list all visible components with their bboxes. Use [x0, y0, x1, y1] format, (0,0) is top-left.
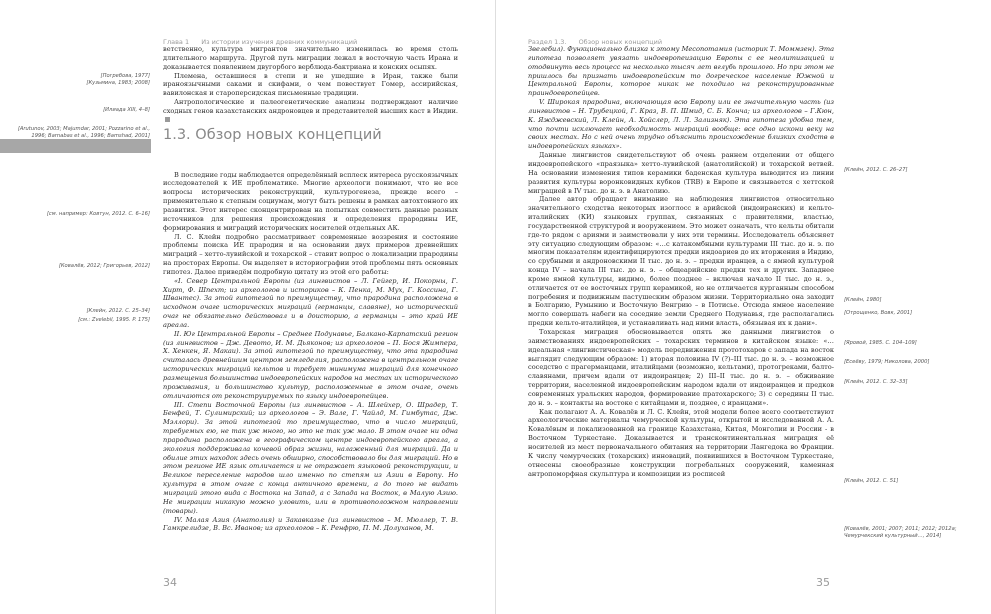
margin-note: [Arutunov, 2003; Majumdar, 2001; Pozzarino et al., 1996; Barnabas et al., 1996; Bamshad, 2001] — [17, 126, 150, 139]
left-body-text — [163, 45, 458, 533]
quote-paragraph: Звелебил). Функционально близка к этому Месопотамия (историк Т. Моммзен). Эта гипотеза позволяет увязать индоевропеизацию Европы с ее неолитизацией и отодвинуть весь процесс на несколько тысяч лет вглубь прошлого. Но при этом не пришлось бы признать индоевропейским то догреческое население Южной и Центральной Европы, которое никак не походило на реконструированные праиндоевропейцев. — [528, 45, 834, 98]
paragraph: Тохарская миграция обосновывается опять же данными лингвистов о заимствованиях индоевропейских – тохарских терминов в китайском языке: «…идеальная «лингвистическая» модель передвижения прототохаров с запада на восток выглядит следующим образом: 1) вторая половина IV (?)–III тыс. до н. э. – возможное соседство с прагерманцами, италийцами (возможно, кельтами), протогреками, балто-славянами, причем вдали от индоиранцев; 2) III–II тыс. до н. э. – обживание территории, населенной индоевропейским народом вдали от индоиранцев и предков современных уральских народов, формирование пратохарского; 3) с середины II тыс. до н. э. – контакты на востоке с китайцами и, позднее, с иранцами». — [528, 328, 834, 407]
paragraph — [163, 98, 458, 125]
chapter-label: Глава 1 — [163, 38, 190, 46]
section-label: Раздел 1.3. — [528, 38, 567, 46]
section-heading-block — [163, 126, 458, 165]
paragraph: Далее автор обращает внимание на наблюдения лингвистов относительно значительного сходства некоторых изоглосс в арийской (индоиранских) и кельто-италийских (КИ) языковых группах, связанных с правителями, властью, государственной структурой и вооружением. Это может означать, что кельты обитали где-то рядом с ариями и заимствовали у них эти термины. Исследователь объясняет эту ситуацию следующим образом: «…с катакомбными культурами III тыс. до н. э. по многим показателям идентифицируются предки индоариев до их вторжения в Индию, со срубными и андроновскими II тыс. до н. э. – предки иранцев, а с ямной культурой конца IV – начала III тыс. до н. э. – общеарийские предки тех и других. Западнее кроме ямной культуры, видимо, более позднее – включая начало II тыс. до н. э., отличается от ее восточных групп керамикой, но не отличается курганным способом погребения и подвижным пастушеским образом жизни. Территориально она заходит в Болгарию, Румынию и Восточную Венгрию – в Потисье. Отсюда ямное население могло совершать набеги на соседние земли Среднего Подунавья, где располагались предки кельто-италийцев, и устанавливать над ними власть, обязывая их к дани». — [528, 195, 834, 328]
margin-note: [Яровой, 1985. С. 104–109] — [844, 340, 917, 346]
quote-paragraph: III. Степи Восточной Европы (из лингвистов – А. Шлейхер, О. Шрадер, Т. Бенфей, Т. Сулимирский; из археологов – Э. Вале, Г. Чайлд, М. Гимбутас, Дж. Мэллори). За этой гипотезой то преимущество, что в число миграций, требуемых ею, не так уж много, но это не так уж мало. В этом очаге ни одна прародина расположена в географическом центре индоевропейского ареала, а экология поддерживала кочевой образ жизни, налаженный для миграций. Да и обилие этих находок здесь очень обширно, способствовало бы для миграций. Но в этом регионе ИЕ язык отличается и не отражает языковой реконструкции, и Великое переселение народов шло именно по степям из Азии в Европу. Но культура в этом очаге с конца античного времени, а до того не видать миграций этого вида с Востока на Запад, а с Запада на Восток, в Малую Азию. Не миграции никакую можно уловить, или в противоположном направлении (товары). — [163, 400, 458, 515]
page-number-left: 34 — [163, 576, 177, 589]
margin-note: [Илиада XIII, 4–8] — [103, 107, 150, 113]
margin-note: [см. например: Ковтун, 2012. С. 6–16] — [46, 211, 150, 217]
margin-note: [см.: Zvelebil, 1995. P. 175] — [78, 317, 150, 323]
section-heading-bar — [0, 139, 151, 153]
margin-note: [Клейн, 2012. С. 25–34] — [86, 308, 150, 314]
margin-note: [Отрощенко, Вовк, 2001] — [844, 310, 913, 316]
quote-paragraph: IV. Малая Азия (Анатолия) и Закавказье (из лингвистов – М. Мюллер, Т. В. Гамкрелидзе, В. Вс. Иванов; из археологов – К. Ренфрю, П. М. Долуханов, М. — [163, 515, 458, 533]
margin-note: [Клейн, 2012. С. 32–33] — [844, 379, 908, 385]
paragraph: Данные лингвистов свидетельствуют об очень раннем отделении от общего индоевропейского «праязыка» хетто-лувийской (анатолийской) и тохарской ветвей. На основании изменения типов керамики баденская культура выводится из линии развития культуры воронковидных кубков (TRB) в Европе и связывается с хеттской миграцией в IV тыс. до н. э. в Анатолию. — [528, 151, 834, 195]
right-page — [496, 0, 991, 614]
paragraph: Л. С. Клейн подробно рассматривает современные воззрения и состояние проблемы поиска ИЕ прародин и на основании двух примеров древнейших миграций – хетто-лувийской и тохарской – ставит вопрос о локализации прародины на просторах Европы. Он выделяет в историографии этой проблемы пять основных гипотез. Далее приведём подробную цитату из этой его работы: — [163, 232, 458, 276]
quote-paragraph: II. Юг Центральной Европы – Среднее Подунавье, Балкано-Карпатский регион (из лингвистов – Дж. Девото, И. М. Дьяконов; из археологов – П. Бося Жимпера, Х. Хенкен, Я. Макаи). За этой гипотезой по преимуществу, что эта прародина считалась древнейшим центром земледелия, расположена в центральном очаге исторических миграций кельтов и требует минимума миграций для конечного размещения большинства индоевропейских народов на местах их исторического проживания, и большинство культур, расположенные в этом очаге, очень отличаются от реконструируемых по языку индоевропейцев. — [163, 329, 458, 400]
margin-note: [Кузьмина, 1983; 2008] — [86, 80, 150, 86]
paragraph: Как полагают А. А. Ковалёв и Л. С. Клейн, этой модели более всего соответствуют археологические материалы чемурческой культуры, открытой и исследованной А. А. Ковалёвым и локализованной на границе Казахстана, Китая, Монголии и России - в Восточном Туркестане. Доказывается и трансконтинентальная миграция её носителей из мест первоначального обитания на территории Лангедока во Франции. К числу чемурческих (тохарских) инноваций, появившихся в Восточном Туркестане, отнесены своеобразные конструкции погребальных сооружений, каменная антропоморфная скульптура и композиции из росписей — [528, 407, 834, 478]
margin-note: [Погребова, 1977] — [100, 73, 150, 79]
paragraph: ветственно, культура мигрантов значительно изменилась во время столь длительного маршрута. Другой путь миграции лежал в восточную часть Ирана и доказывается появлением двугорбого верблюда-бактриана и конских осыпях. — [163, 45, 458, 71]
page-number-right: 35 — [816, 576, 830, 589]
paragraph-text: Антропологические и палеогенетические анализы подтверждают наличие сходных генов казахстанских андроновцев и представителей высших каст в Индии. — [163, 98, 458, 115]
section-heading: 1.3. Обзор новых концепций — [163, 126, 382, 143]
margin-note: [Есеёву, 1979; Николова, 2000] — [844, 359, 930, 365]
margin-note: [Ковалёв, 2012; Григорьев, 2012] — [58, 263, 150, 269]
margin-note: [Ковалёв, 2001; 2007; 2011; 2012; 2012а; Чемурчекский культурный…, 2014] — [844, 526, 957, 539]
paragraph: В последние годы наблюдается определённый всплеск интереса русскоязычных исследователей к ИЕ проблематике. Многие археологи понимают, что не все вопросы исторических реконструкций, культурогенеза, прежде всего – применительно к степным социумам, могут быть решены в рамках автохтонного их развития. Этот интерес сконцентрирован на попытках совместить данные разных источников для решения происхождения и определения прародины ИЕ, формирования и миграций исторических носителей отдельных АК. — [163, 170, 458, 232]
section-title: Обзор новых концепций — [578, 38, 663, 46]
margin-note: [Клейн, 2012. С. 51] — [844, 478, 899, 484]
paragraph: Племена, оставшиеся в степи и не ушедшие в Иран, также были ираноязычными саками и скифами, о чем повествует Гомер, ассирийская, вавилонская и староперсидская письменные традиции. — [163, 71, 458, 98]
margin-note: [Клейн, 1980] — [844, 297, 882, 303]
margin-note: [Клейн, 2012. С. 26–27] — [844, 167, 908, 173]
quote-paragraph: V. Широкая прародина, включающая всю Европу или ее значительную часть (из лингвистов – Н. Трубецкой, Г. Краз, В. П. Шмид, С. Б. Конча; из археологов – Г.Кюн, К. Яжджевский, Л. Клейн, А. Хойслер, Л. Л. Зализняк). Эта гипотеза удобна тем, что почти исключает необходимость миграций вообще: все одно искони веку на своих местах. Но с ней очень трудно объяснить происхождение близких сходств в индоевропейских языках». — [528, 98, 834, 151]
right-body-text — [528, 45, 834, 478]
quote-paragraph: «I. Север Центральной Европы (из лингвистов – Л. Гейгер, И. Покорны, Г. Хирт, Ф. Шпехт; из археологов и историков – К. Пенка, М. Мух, Г. Коссина, Г. Швантес). За этой гипотезой по преимуществу, что прародина расположена в исходном очаге исторических миграций (германцы, славяне), но исторический очаг не обязательно действовал и в доисторию, а германцы – это край ИЕ ареала. — [163, 276, 458, 329]
chapter-title: Из истории изучения древних коммуникаций — [201, 38, 358, 46]
end-mark-icon — [165, 117, 170, 122]
left-page — [0, 0, 495, 614]
